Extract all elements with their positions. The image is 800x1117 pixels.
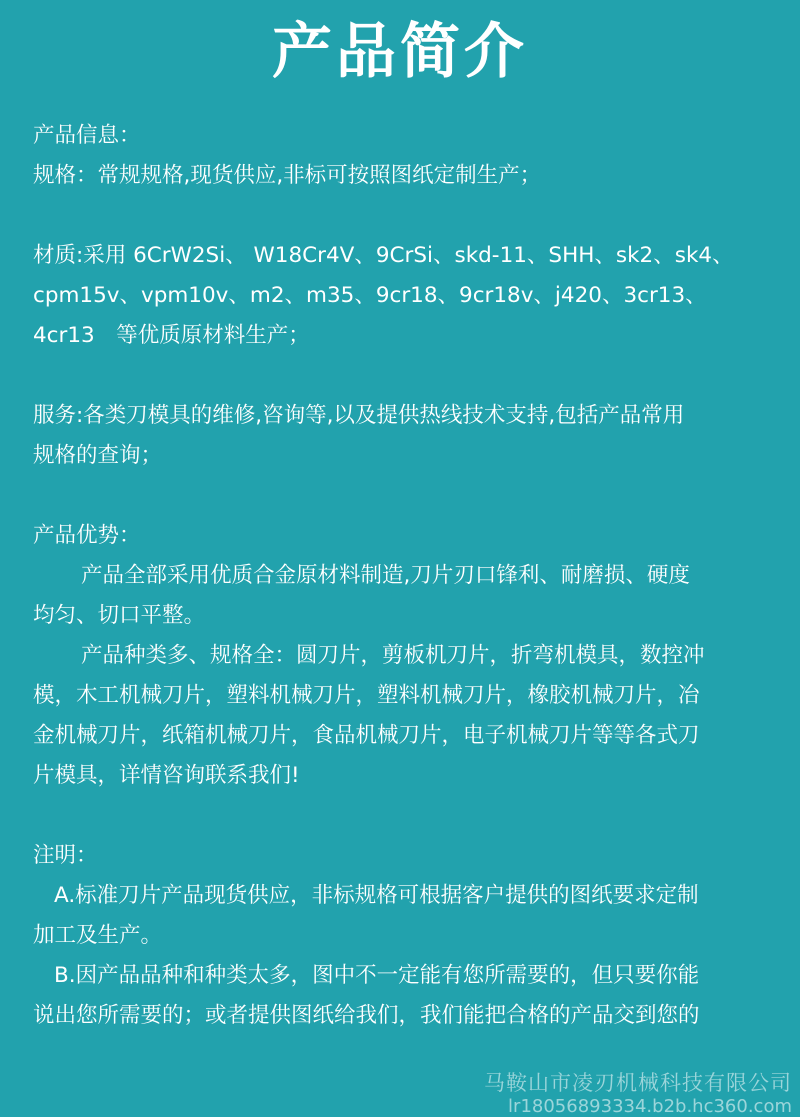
note-a-line-1: A.标准刀片产品现货供应，非标规格可根据客户提供的图纸要求定制 bbox=[54, 883, 699, 908]
advantage-2-line-2: 模，木工机械刀片，塑料机械刀片，塑料机械刀片，橡胶机械刀片，冶 bbox=[33, 683, 700, 708]
spacer bbox=[33, 196, 778, 236]
material-line-1: 材质:采用 6CrW2Si、 W18Cr4V、9CrSi、skd-11、SHH、sk2、sk4、 bbox=[33, 243, 734, 268]
watermark-company: 马鞍山市凌刃机械科技有限公司 bbox=[484, 1071, 792, 1095]
advantage-2-line-4: 片模具，详情咨询联系我们! bbox=[33, 763, 300, 788]
service-line-2: 规格的查询； bbox=[33, 443, 163, 468]
advantage-2-line-3: 金机械刀片，纸箱机械刀片，食品机械刀片，电子机械刀片等等各式刀 bbox=[33, 723, 700, 748]
spacer bbox=[33, 476, 778, 516]
note-b-line-2: 说出您所需要的；或者提供图纸给我们，我们能把合格的产品交到您的 bbox=[33, 1003, 700, 1028]
advantage-1-line-2: 均匀、切口平整。 bbox=[33, 603, 206, 628]
section-heading-product-info: 产品信息： bbox=[33, 123, 141, 148]
watermark-url: lr18056893334.b2b.hc360.com bbox=[508, 1096, 792, 1117]
advantage-1-line-1: 产品全部采用优质合金原材料制造,刀片刃口锋利、耐磨损、硬度 bbox=[81, 563, 690, 588]
spacer bbox=[33, 356, 778, 396]
spec-line: 规格：常规规格,现货供应,非标可按照图纸定制生产； bbox=[33, 163, 542, 188]
section-heading-notes: 注明： bbox=[33, 843, 98, 868]
product-description bbox=[33, 116, 778, 1036]
section-heading-advantages: 产品优势： bbox=[33, 523, 141, 548]
service-line-1: 服务:各类刀模具的维修,咨询等,以及提供热线技术支持,包括产品常用 bbox=[33, 403, 685, 428]
note-b-line-1: B.因产品品种和种类太多，图中不一定能有您所需要的，但只要你能 bbox=[54, 963, 700, 988]
material-line-3: 4cr13 等优质原材料生产； bbox=[33, 323, 310, 348]
advantage-2-line-1: 产品种类多、规格全：圆刀片，剪板机刀片，折弯机模具，数控冲 bbox=[81, 643, 705, 668]
material-line-2: cpm15v、vpm10v、m2、m35、9cr18、9cr18v、j420、3cr13、 bbox=[33, 283, 707, 308]
spacer bbox=[33, 796, 778, 836]
page-title: 产品简介 bbox=[272, 17, 528, 87]
note-a-line-2: 加工及生产。 bbox=[33, 923, 163, 948]
